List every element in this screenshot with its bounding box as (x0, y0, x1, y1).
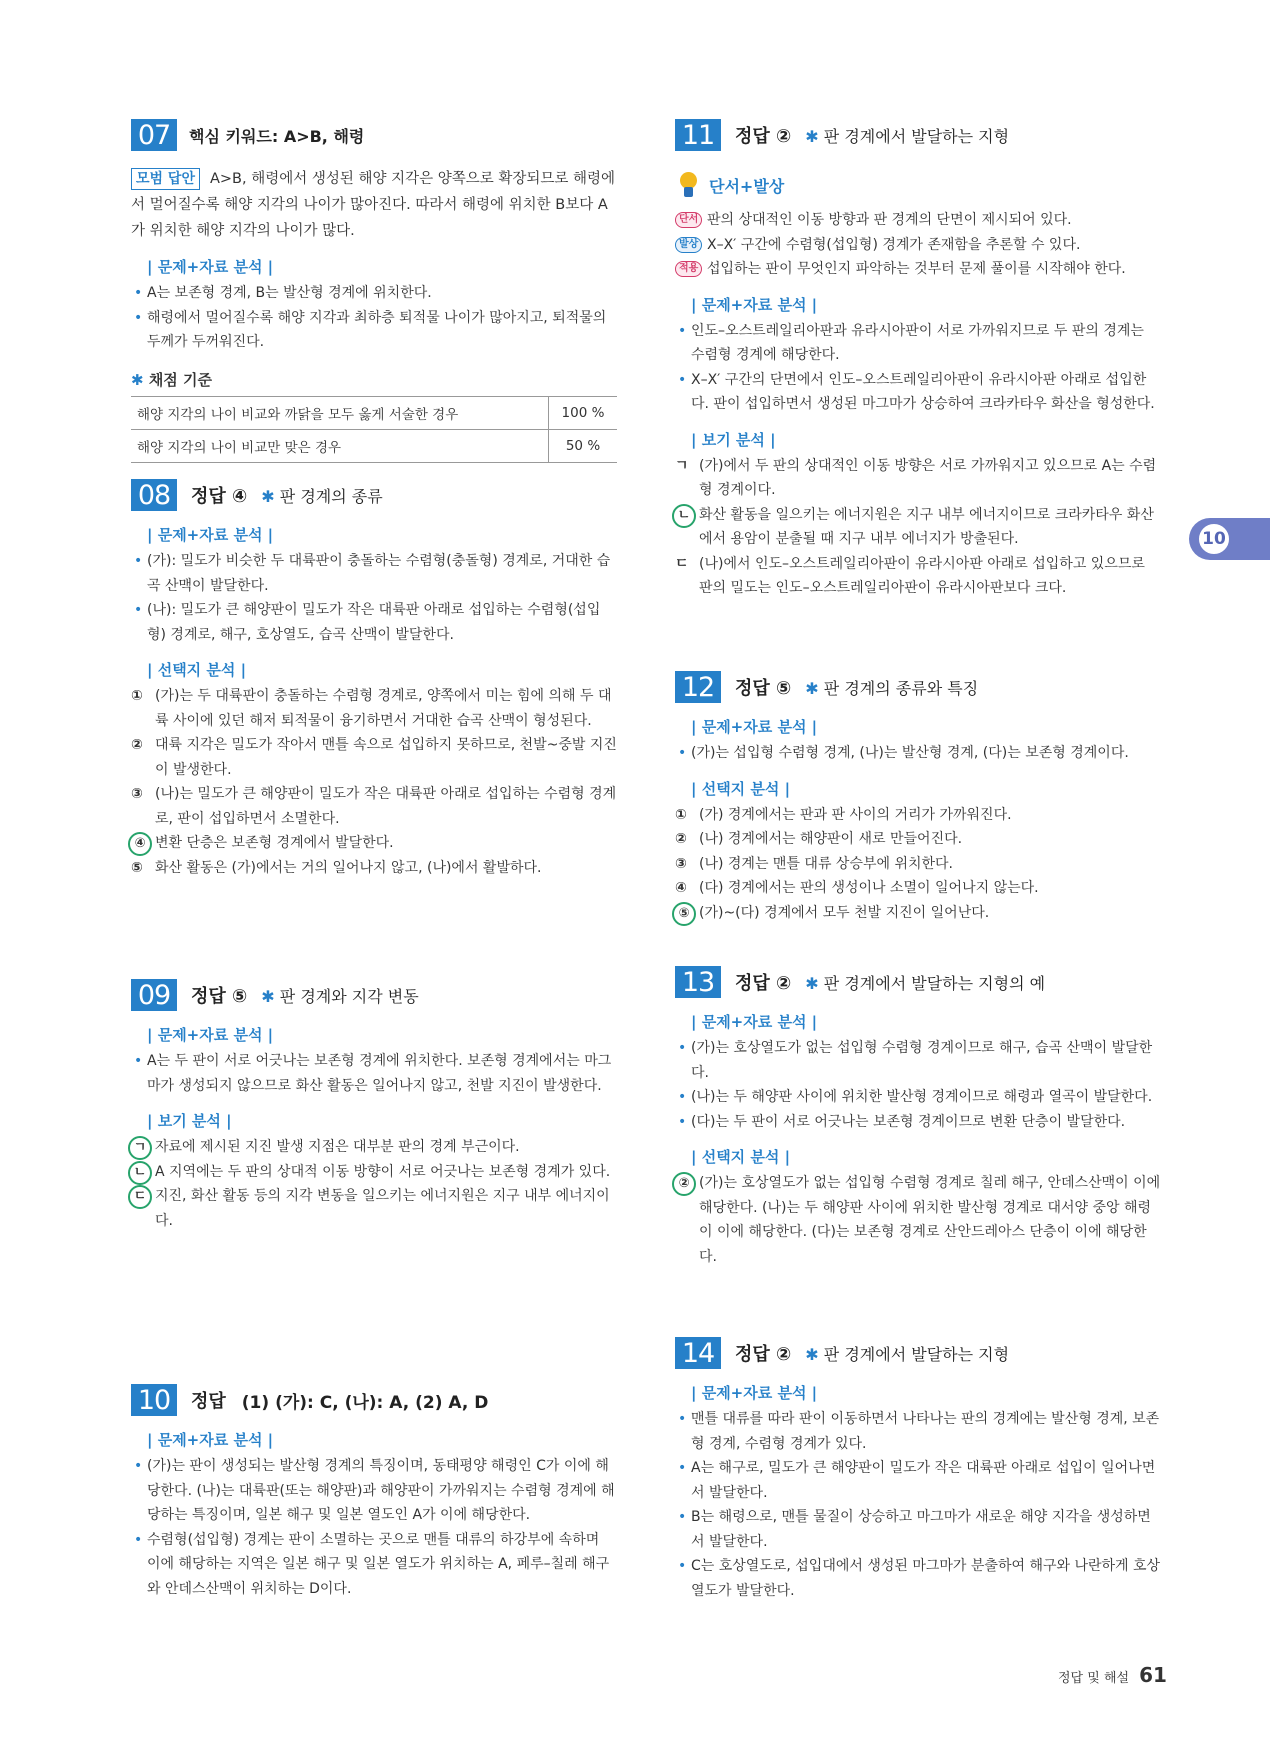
topic-text: 판 경계에서 발달하는 지형 (823, 1344, 1010, 1364)
analysis-list (675, 1036, 1161, 1134)
sub-title: | 선택지 분석 | (691, 1148, 791, 1166)
sub-title: | 문제+자료 분석 | (147, 258, 274, 276)
option-text: 변환 단층은 보존형 경계에서 발달한다. (155, 835, 394, 851)
topic-text: 판 경계의 종류 (279, 486, 383, 506)
section-number: 08 (131, 479, 177, 511)
section-10-header (131, 1383, 617, 1417)
analysis-list (675, 741, 1161, 766)
hint-header (675, 170, 1161, 200)
option-item-correct (675, 503, 1161, 552)
option-text: 화산 활동을 일으키는 에너지원은 지구 내부 에너지이므로 크라카타우 화산에서 용암이 분출될 때 지구 내부 에너지가 방출된다. (699, 506, 1154, 547)
topic (805, 1342, 1009, 1365)
asterisk-icon: ✱ (261, 486, 275, 506)
option-text: (다) 경계에서는 판의 생성이나 소멸이 일어나지 않는다. (699, 880, 1039, 896)
section-keyword: 핵심 키워드: A>B, 해령 (189, 126, 365, 146)
topic-text: 판 경계에서 발달하는 지형 (823, 126, 1010, 146)
option-item-correct (131, 1160, 617, 1185)
option-text: 대륙 지각은 밀도가 작아서 맨틀 속으로 섭입하지 못하므로, 천발~중발 지진이 발생한다. (155, 737, 617, 778)
option-item (131, 684, 617, 733)
sub-title: | 선택지 분석 | (147, 661, 247, 679)
option-item-correct (675, 901, 1161, 926)
section-09-header (131, 978, 617, 1012)
list-item: • (가)는 섭입형 수렴형 경계, (나)는 발산형 경계, (다)는 보존형 경계이다. (675, 741, 1161, 766)
option-text: (가)에서 두 판의 상대적인 이동 방향은 서로 가까워지고 있으므로 A는 수렴형 경계이다. (699, 457, 1157, 498)
correct-circle-mark: ④ (128, 832, 152, 856)
option-text: 자료에 제시된 지진 발생 지점은 대부분 판의 경계 부근이다. (155, 1139, 520, 1155)
option-text: (나) 경계에서는 해양판이 새로 만들어진다. (699, 831, 963, 847)
option-mark: ③ (675, 855, 687, 872)
answer: 정답 (191, 1391, 226, 1412)
correct-circle-mark: ㄴ (672, 504, 696, 528)
hint-text: 섭입하는 판이 무엇인지 파악하는 것부터 문제 풀이를 시작해야 한다. (707, 261, 1126, 277)
list-item: • B는 해령으로, 맨틀 물질이 상승하고 마그마가 새로운 해양 지각을 생성하면서 발달한다. (675, 1505, 1161, 1554)
option-mark: ① (131, 688, 143, 704)
correct-circle-mark: ㄷ (128, 1185, 152, 1209)
topic-text: 판 경계에서 발달하는 지형의 예 (823, 973, 1046, 993)
option-item-correct (131, 1135, 617, 1160)
option-list (131, 684, 617, 880)
section-07 (131, 118, 617, 463)
option-item-correct (131, 1184, 617, 1233)
option-item (131, 733, 617, 782)
hint-text: X–X′ 구간에 수렴형(섭입형) 경계가 존재함을 추론할 수 있다. (707, 236, 1081, 253)
sub-title: | 선택지 분석 | (691, 779, 791, 798)
hint-text: 판의 상대적인 이동 방향과 판 경계의 단면이 제시되어 있다. (707, 212, 1072, 228)
lightbulb-icon (675, 170, 701, 200)
asterisk-icon: ✱ (805, 973, 819, 993)
list-item: • 맨틀 대류를 따라 판이 이동하면서 나타나는 판의 경계에는 발산형 경계, 보존형 경계, 수렴형 경계가 있다. (675, 1407, 1161, 1456)
table-row (131, 429, 617, 462)
analysis-list (675, 1407, 1161, 1603)
answer: 정답 ⑤ (735, 678, 792, 699)
model-answer-badge: 모범 답안 (131, 168, 200, 190)
list-item: • C는 호상열도로, 섭입대에서 생성된 마그마가 분출하여 해구와 나란하게 호상열도가 발달한다. (675, 1554, 1161, 1603)
analysis-list (131, 1049, 617, 1098)
analysis-list (131, 281, 617, 355)
sub-title: | 문제+자료 분석 | (147, 1431, 274, 1449)
criteria-title-text: 채점 기준 (148, 370, 212, 389)
section-number: 10 (131, 1384, 177, 1416)
section-number: 09 (131, 979, 177, 1011)
asterisk-icon: ✱ (131, 370, 144, 389)
answer-detail: (1) (가): C, (나): A, (2) A, D (241, 1392, 489, 1413)
criteria-table (131, 396, 617, 463)
correct-circle-mark: ㄴ (128, 1161, 152, 1185)
list-item: • (가)는 호상열도가 없는 섭입형 수렴형 경계이므로 해구, 습곡 산맥이 발달한다. (675, 1036, 1161, 1085)
topic (805, 676, 978, 699)
analysis-list (131, 1454, 617, 1601)
asterisk-icon: ✱ (261, 986, 275, 1006)
hint-item (675, 208, 1161, 233)
correct-circle-mark: ② (672, 1172, 696, 1196)
topic-text: 판 경계와 지각 변동 (279, 986, 419, 1006)
asterisk-icon: ✱ (805, 126, 819, 146)
criteria-title (131, 369, 617, 390)
option-text: (가) 경계에서는 판과 판 사이의 거리가 가까워진다. (699, 806, 1012, 823)
correct-circle-mark: ⑤ (672, 902, 696, 926)
criteria-pct: 50 % (549, 429, 618, 462)
criteria-text: 해양 지각의 나이 비교만 맞은 경우 (131, 429, 549, 462)
asterisk-icon: ✱ (805, 1344, 819, 1364)
option-mark: ④ (675, 880, 687, 896)
option-item (675, 876, 1161, 901)
option-mark: ⑤ (131, 859, 143, 876)
criteria-text: 해양 지각의 나이 비교와 까닭을 모두 옳게 서술한 경우 (131, 396, 549, 429)
topic-text: 판 경계의 종류와 특징 (823, 678, 979, 698)
section-14 (675, 1336, 1161, 1603)
option-text: 지진, 화산 활동 등의 지각 변동을 일으키는 에너지원은 지구 내부 에너지이다. (155, 1188, 610, 1229)
correct-circle-mark: ㄱ (128, 1136, 152, 1160)
hint-list (675, 208, 1161, 282)
option-mark: ㄱ (675, 457, 689, 474)
option-item (675, 827, 1161, 852)
section-08-header (131, 478, 617, 512)
list-item: • (가)는 판이 생성되는 발산형 경계의 특징이며, 동태평양 해령인 C가 이에 해당한다. (나)는 대륙판(또는 해양판)과 해양판이 가까워지는 수렴형 경계에 해당하는 특징이며, 일본 해구 및 일본 열도인 A가 이에 해당한다. (131, 1454, 617, 1528)
section-13-header (675, 965, 1161, 999)
option-list (675, 1171, 1161, 1269)
criteria-pct: 100 % (549, 396, 618, 429)
option-text: (나)는 밀도가 큰 해양판이 밀도가 작은 대륙판 아래로 섭입하는 수렴형 경계로, 판이 섭입하면서 소멸한다. (155, 786, 617, 827)
section-number: 14 (675, 1337, 721, 1369)
option-text: (가)는 호상열도가 없는 섭입형 수렴형 경계로 칠레 해구, 안데스산맥이 이에 해당한다. (나)는 두 해양판 사이에 위치한 발산형 경계로 대서양 중앙 해령이 이에 해당한다. (다)는 보존형 경계로 산안드레아스 단층이 이에 해당한다. (699, 1175, 1161, 1265)
hint-title: 단서+발상 (709, 176, 785, 196)
option-text: (가)는 두 대륙판이 충돌하는 수렴형 경계로, 양쪽에서 미는 힘에 의해 두 대륙 사이에 있던 해저 퇴적물이 융기하면서 거대한 습곡 산맥이 형성된다. (155, 688, 612, 729)
section-12 (675, 670, 1161, 925)
option-list (675, 803, 1161, 926)
option-mark: ② (131, 737, 143, 753)
list-item: • (나): 밀도가 큰 해양판이 밀도가 작은 대륙판 아래로 섭입하는 수렴형(섭입형) 경계로, 해구, 호상열도, 습곡 산맥이 발달한다. (131, 598, 617, 647)
hint-item (675, 257, 1161, 282)
section-13 (675, 965, 1161, 1269)
option-item (675, 803, 1161, 828)
page-number: 61 (1139, 1663, 1167, 1687)
option-mark: ㄷ (675, 555, 689, 572)
answer: 정답 ② (735, 126, 792, 147)
list-item: • 해령에서 멀어질수록 해양 지각과 최하층 퇴적물 나이가 많아지고, 퇴적물의 두께가 두꺼워진다. (131, 306, 617, 355)
list-item: • A는 보존형 경계, B는 발산형 경계에 위치한다. (131, 281, 617, 306)
footer-label: 정답 및 해설 (1058, 1671, 1130, 1686)
section-10 (131, 1383, 617, 1601)
list-item: • (다)는 두 판이 서로 어긋나는 보존형 경계이므로 변환 단층이 발달한다. (675, 1110, 1161, 1135)
topic (261, 984, 418, 1007)
asterisk-icon: ✱ (805, 678, 819, 698)
option-item (131, 856, 617, 881)
chapter-tab (1189, 518, 1270, 560)
topic (261, 484, 382, 507)
option-item (675, 552, 1161, 601)
idea-tag: 발상 (675, 237, 702, 253)
list-item: • A는 해구로, 밀도가 큰 해양판이 밀도가 작은 대륙판 아래로 섭입이 일어나면서 발달한다. (675, 1456, 1161, 1505)
option-text: A 지역에는 두 판의 상대적 이동 방향이 서로 어긋나는 보존형 경계가 있다. (155, 1163, 611, 1180)
section-11-header (675, 118, 1161, 152)
section-09 (131, 978, 617, 1233)
section-14-header (675, 1336, 1161, 1370)
clue-tag: 단서 (675, 212, 702, 228)
sub-title: | 문제+자료 분석 | (147, 526, 274, 544)
sub-title: | 문제+자료 분석 | (691, 1013, 818, 1031)
apply-tag: 적용 (675, 261, 702, 277)
sub-title: | 문제+자료 분석 | (147, 1026, 274, 1044)
hint-item (675, 233, 1161, 258)
section-11 (675, 118, 1161, 601)
option-text: (나)에서 인도–오스트레일리아판이 유라시아판 아래로 섭입하고 있으므로 판의 밀도는 인도–오스트레일리아판이 유라시아판보다 크다. (699, 555, 1145, 596)
sub-title: | 문제+자료 분석 | (691, 1384, 818, 1402)
analysis-list (131, 549, 617, 647)
sub-title: | 문제+자료 분석 | (691, 295, 818, 314)
sub-title: | 문제+자료 분석 | (691, 718, 818, 736)
option-text: (가)~(다) 경계에서 모두 천발 지진이 일어난다. (699, 904, 990, 921)
option-text: 화산 활동은 (가)에서는 거의 일어나지 않고, (나)에서 활발하다. (155, 859, 542, 876)
answer: 정답 ④ (191, 486, 248, 507)
sub-title: | 보기 분석 | (147, 1112, 232, 1130)
section-number: 11 (675, 119, 721, 151)
option-mark: ③ (131, 786, 143, 802)
list-item: • A는 두 판이 서로 어긋나는 보존형 경계에 위치한다. 보존형 경계에서는 마그마가 생성되지 않으므로 화산 활동은 일어나지 않고, 천발 지진이 발생한다. (131, 1049, 617, 1098)
list-item: • (나)는 두 해양판 사이에 위치한 발산형 경계이므로 해령과 열곡이 발달한다. (675, 1085, 1161, 1110)
option-item-correct (131, 831, 617, 856)
list-item: • 인도–오스트레일리아판과 유라시아판이 서로 가까워지므로 두 판의 경계는 수렴형 경계에 해당한다. (675, 319, 1161, 368)
list-item: • (가): 밀도가 비슷한 두 대륙판이 충돌하는 수렴형(충돌형) 경계로, 거대한 습곡 산맥이 발달한다. (131, 549, 617, 598)
answer: 정답 ② (735, 973, 792, 994)
section-number: 07 (131, 119, 177, 151)
model-answer-text: A>B, 해령에서 생성된 해양 지각은 양쪽으로 확장되므로 해령에서 멀어질수록 해양 지각의 나이가 많아진다. 따라서 해령에 위치한 B보다 A가 위치한 해양 지각의 나이가 많다. (131, 171, 616, 239)
list-item: • 수렴형(섭입형) 경계는 판이 소멸하는 곳으로 맨틀 대류의 하강부에 속하며 이에 해당하는 지역은 일본 해구 및 일본 열도가 위치하는 A, 페루–칠레 해구와 안데스산맥이 위치하는 D이다. (131, 1528, 617, 1602)
option-item (675, 454, 1161, 503)
section-12-header (675, 670, 1161, 704)
section-08 (131, 478, 617, 880)
section-number: 12 (675, 671, 721, 703)
page-footer (1058, 1663, 1167, 1687)
section-number: 13 (675, 966, 721, 998)
section-07-header (131, 118, 617, 152)
option-mark: ① (675, 806, 687, 823)
chapter-number: 10 (1197, 522, 1231, 556)
option-item (675, 852, 1161, 877)
answer: 정답 ⑤ (191, 986, 248, 1007)
topic (805, 124, 1009, 147)
list-item: • X–X′ 구간의 단면에서 인도–오스트레일리아판이 유라시아판 아래로 섭입한다. 판이 섭입하면서 생성된 마그마가 상승하여 크라카타우 화산을 형성한다. (675, 368, 1161, 417)
option-item (131, 782, 617, 831)
option-item-correct (675, 1171, 1161, 1269)
option-text: (나) 경계는 맨틀 대류 상승부에 위치한다. (699, 855, 954, 872)
model-answer (131, 166, 617, 244)
sub-title: | 보기 분석 | (691, 430, 776, 449)
topic (805, 971, 1045, 994)
table-row (131, 396, 617, 429)
option-list (675, 454, 1161, 601)
option-list (131, 1135, 617, 1233)
option-mark: ② (675, 831, 687, 847)
analysis-list (675, 319, 1161, 417)
answer: 정답 ② (735, 1344, 792, 1365)
